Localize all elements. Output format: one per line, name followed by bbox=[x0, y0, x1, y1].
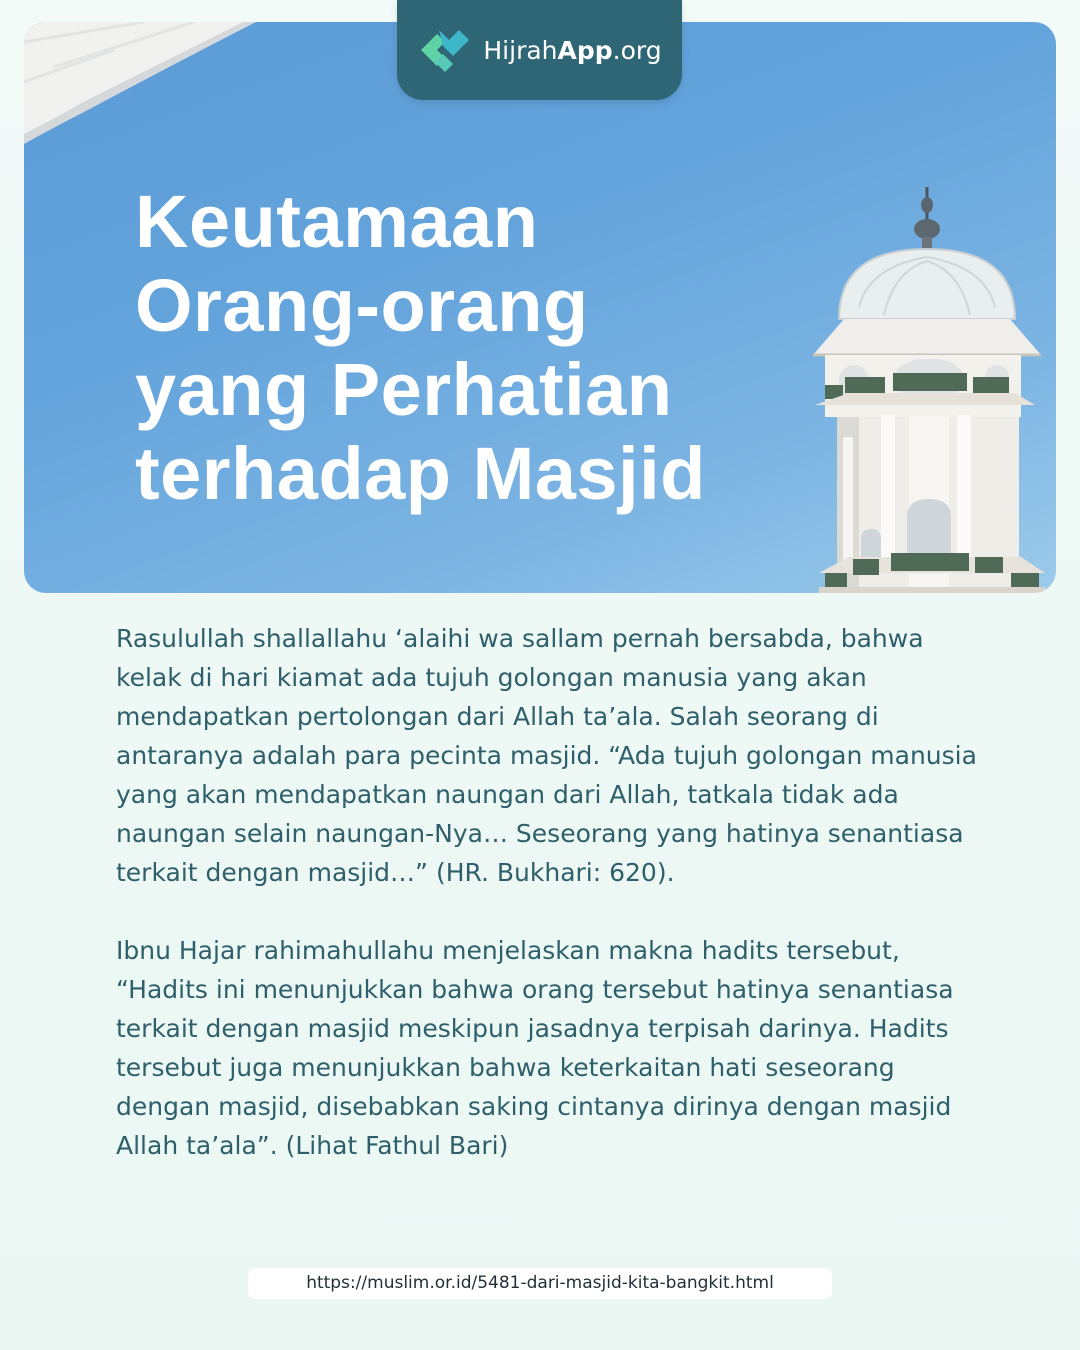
article-body bbox=[116, 619, 996, 1165]
brand-name-part3: .org bbox=[612, 35, 662, 65]
hero-banner bbox=[24, 22, 1056, 593]
brand-name-part2: App bbox=[557, 35, 613, 65]
brand-name bbox=[483, 36, 661, 65]
source-url-link[interactable]: https://muslim.or.id/5481-dari-masjid-kita-bangkit.html bbox=[248, 1268, 832, 1299]
page-title: Keutamaan Orang-orang yang Perhatian terhadap Masjid bbox=[135, 180, 706, 515]
brand-tab[interactable] bbox=[397, 0, 682, 100]
minaret-image bbox=[789, 187, 1056, 593]
brand-name-part1: Hijrah bbox=[483, 35, 558, 65]
hijrahapp-logo-icon bbox=[417, 24, 473, 76]
article-paragraph-1: Rasulullah shallallahu ‘alaihi wa sallam pernah bersabda, bahwa kelak di hari kiamat ada tujuh golongan manusia yang akan mendapatkan pertolongan dari Allah ta’ala. Salah seorang di antaranya adalah para pecinta masjid. “Ada tujuh golongan manusia yang akan mendapatkan naungan dari Allah, tatkala tidak ada naungan selain naungan-Nya… Seseorang yang hatinya senantiasa terkait dengan masjid…” (HR. Bukhari: 620). bbox=[116, 624, 977, 887]
building-roof-corner bbox=[24, 22, 264, 152]
article-paragraph-2: Ibnu Hajar rahimahullahu menjelaskan makna hadits tersebut, “Hadits ini menunjukkan bahwa orang tersebut hatinya senantiasa terkait dengan masjid meskipun jasadnya terpisah darinya. Hadits tersebut juga menunjukkan bahwa keterkaitan hati seseorang dengan masjid, disebabkan saking cintanya dirinya dengan masjid Allah ta’ala”. (Lihat Fathul Bari) bbox=[116, 936, 954, 1160]
